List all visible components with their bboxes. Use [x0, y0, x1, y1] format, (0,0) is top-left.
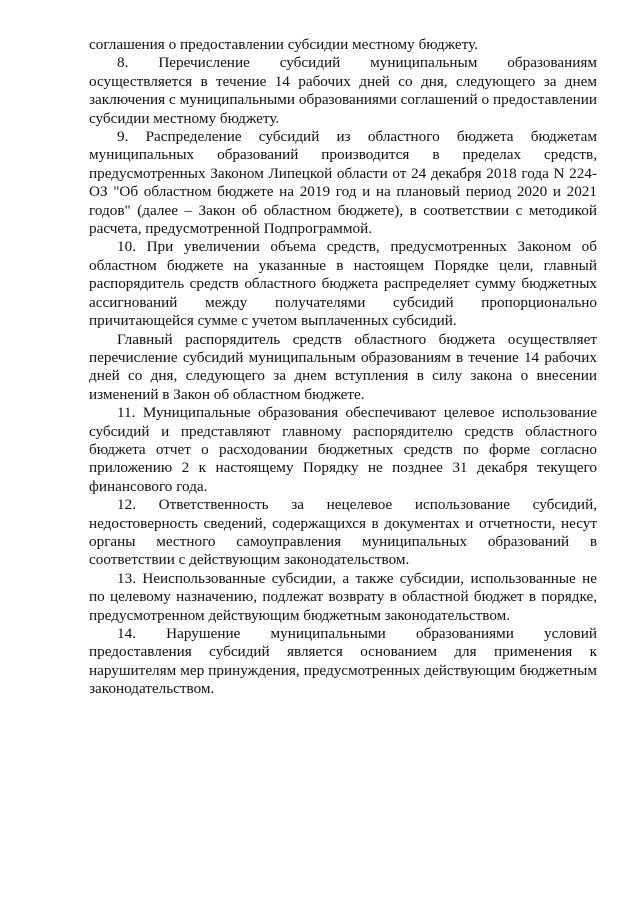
paragraph-10-second: Главный распорядитель средств областного бюджета осуществляет перечисление субсидий муниципальным образованиям в течение 14 рабочих дней со дня, следующего за днем вступления в силу закона о внесении изменений в Закон об областном бюджете.	[89, 330, 597, 403]
paragraph-9: 9. Распределение субсидий из областного бюджета бюджетам муниципальных образований производится в пределах средств, предусмотренных Законом Липецкой области от 24 декабря 2018 года N 224-ОЗ "Об областном бюджете на 2019 год и на плановый период 2020 и 2021 годов" (далее – Закон об областном бюджете), в соответствии с методикой расчета, предусмотренной Подпрограммой.	[89, 128, 597, 238]
paragraph-11: 11. Муниципальные образования обеспечивают целевое использование субсидий и представляют главному распорядителю средств областного бюджета отчет о расходовании бюджетных средств по форме согласно приложению 2 к настоящему Порядку не позднее 31 декабря текущего финансового года.	[89, 404, 597, 495]
document-body	[89, 36, 597, 699]
paragraph-12: 12. Ответственность за нецелевое использование субсидий, недостоверность сведений, содержащихся в документах и отчетности, несут органы местного самоуправления муниципальных образований в соответствии с действующим законодательством.	[89, 496, 597, 569]
paragraph-8: 8. Перечисление субсидий муниципальным образованиям осуществляется в течение 14 рабочих дней со дня, следующего за днем заключения с муниципальными образованиями соглашений о предоставлении субсидии местному бюджету.	[89, 54, 597, 127]
paragraph-13: 13. Неиспользованные субсидии, а также субсидии, использованные не по целевому назначению, подлежат возврату в областной бюджет в порядке, предусмотренном действующим бюджетным законодательством.	[89, 569, 597, 624]
paragraph-14: 14. Нарушение муниципальными образованиями условий предоставления субсидий является основанием для применения к нарушителям мер принуждения, предусмотренных действующим бюджетным законодательством.	[89, 625, 597, 698]
paragraph-7-continuation: соглашения о предоставлении субсидии местному бюджету.	[89, 36, 478, 53]
paragraph-10: 10. При увеличении объема средств, предусмотренных Законом об областном бюджете на указанные в настоящем Порядке цели, главный распорядитель средств областного бюджета распределяет сумму бюджетных ассигнований между получателями субсидий пропорционально причитающейся сумме с учетом выплаченных субсидий.	[89, 238, 597, 330]
